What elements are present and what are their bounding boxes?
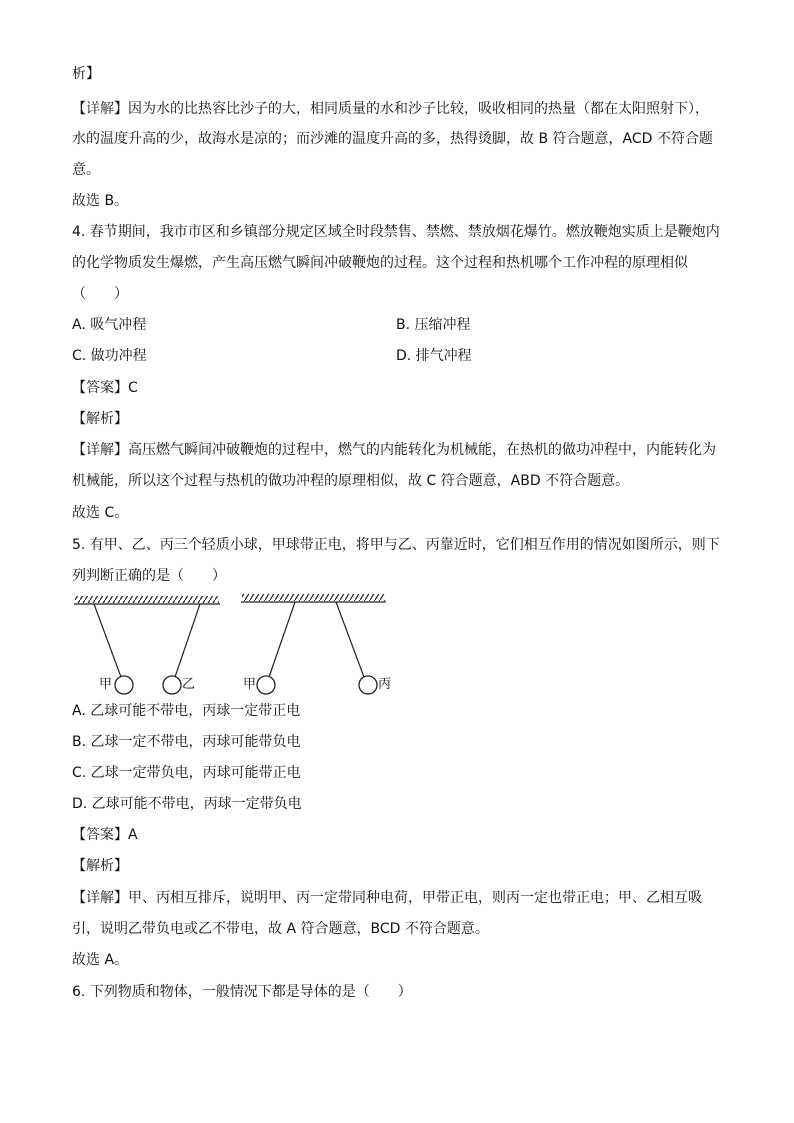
answer-line bbox=[72, 825, 138, 845]
ball-jia-left bbox=[115, 676, 133, 694]
thread-bing bbox=[336, 602, 364, 677]
question-stem: 的化学物质发生爆燃，产生高压燃气瞬间冲破鞭炮的过程。这个过程和热机哪个工作冲程的原理相似 bbox=[72, 255, 688, 271]
detail-line bbox=[72, 888, 702, 908]
thread-yi bbox=[175, 604, 200, 677]
detail-line: 机械能，所以这个过程与热机的做功冲程的原理相似，故 C 符合题意，ABD 不符合题意。 bbox=[72, 473, 630, 489]
detail-tag: 【详解】 bbox=[72, 890, 128, 906]
thread-jia-left bbox=[94, 604, 121, 677]
option-b: B. 乙球一定不带电，丙球可能带负电 bbox=[72, 734, 301, 750]
thread-jia-right bbox=[269, 602, 295, 677]
left-ceiling-hatch bbox=[75, 596, 219, 603]
answer-tag: 【答案】 bbox=[72, 380, 128, 396]
text-line: 析】 bbox=[72, 66, 100, 82]
option-c: C. 做功冲程 bbox=[72, 348, 147, 364]
ball-bing bbox=[359, 676, 377, 694]
analysis-tag: 【解析】 bbox=[72, 858, 128, 874]
option-b: B. 压缩冲程 bbox=[396, 317, 471, 333]
answer-tag: 【答案】 bbox=[72, 827, 128, 843]
question-stem: 6. 下列物质和物体，一般情况下都是导体的是（ ） bbox=[72, 984, 412, 1000]
right-ceiling-hatch bbox=[242, 594, 385, 601]
analysis-tag: 【解析】 bbox=[72, 411, 128, 427]
question-stem: 4. 春节期间，我市市区和乡镇部分规定区域全时段禁售、禁燃、禁放烟花爆竹。燃放鞭炮实质上是鞭炮内 bbox=[72, 224, 720, 240]
text-line: 意。 bbox=[72, 162, 100, 178]
question-stem: 列判断正确的是（ ） bbox=[72, 568, 226, 584]
answer-value: C bbox=[128, 380, 138, 396]
detail-text: 甲、丙相互排斥，说明甲、丙一定带同种电荷，甲带正电，则丙一定也带正电；甲、乙相互吸 bbox=[128, 890, 702, 906]
choose-line: 故选 C。 bbox=[72, 505, 129, 521]
question-paren: （ ） bbox=[72, 286, 128, 302]
option-c: C. 乙球一定带负电，丙球可能带正电 bbox=[72, 765, 301, 781]
answer-value: A bbox=[128, 827, 138, 843]
choose-line: 故选 A。 bbox=[72, 952, 129, 968]
label-yi: 乙 bbox=[182, 677, 196, 692]
detail-line: 引，说明乙带负电或乙不带电，故 A 符合题意，BCD 不符合题意。 bbox=[72, 921, 489, 937]
question-stem: 5. 有甲、乙、丙三个轻质小球，甲球带正电，将甲与乙、丙靠近时，它们相互作用的情况如图所示，则下 bbox=[72, 537, 720, 553]
option-d: D. 排气冲程 bbox=[396, 348, 472, 364]
ball-yi bbox=[163, 676, 181, 694]
option-d: D. 乙球可能不带电，丙球一定带负电 bbox=[72, 796, 302, 812]
detail-text: 高压燃气瞬间冲破鞭炮的过程中，燃气的内能转化为机械能，在热机的做功冲程中，内能转化为 bbox=[128, 442, 716, 458]
label-jia-left: 甲 bbox=[99, 677, 113, 692]
detail-tag: 【详解】 bbox=[72, 101, 128, 117]
detail-text: 因为水的比热容比沙子的大，相同质量的水和沙子比较，吸收相同的热量（都在太阳照射下）， bbox=[128, 101, 709, 117]
text-line: 水的温度升高的少，故海水是凉的；而沙滩的温度升高的多，热得烫脚，故 B 符合题意，ACD 不符合题 bbox=[72, 131, 713, 147]
text-line: 故选 B。 bbox=[72, 193, 129, 209]
option-a: A. 吸气冲程 bbox=[72, 317, 147, 333]
label-jia-right: 甲 bbox=[243, 677, 257, 692]
option-a: A. 乙球可能不带电，丙球一定带正电 bbox=[72, 703, 301, 719]
label-bing: 丙 bbox=[378, 677, 392, 692]
detail-tag: 【详解】 bbox=[72, 442, 128, 458]
ball-jia-right bbox=[257, 676, 275, 694]
